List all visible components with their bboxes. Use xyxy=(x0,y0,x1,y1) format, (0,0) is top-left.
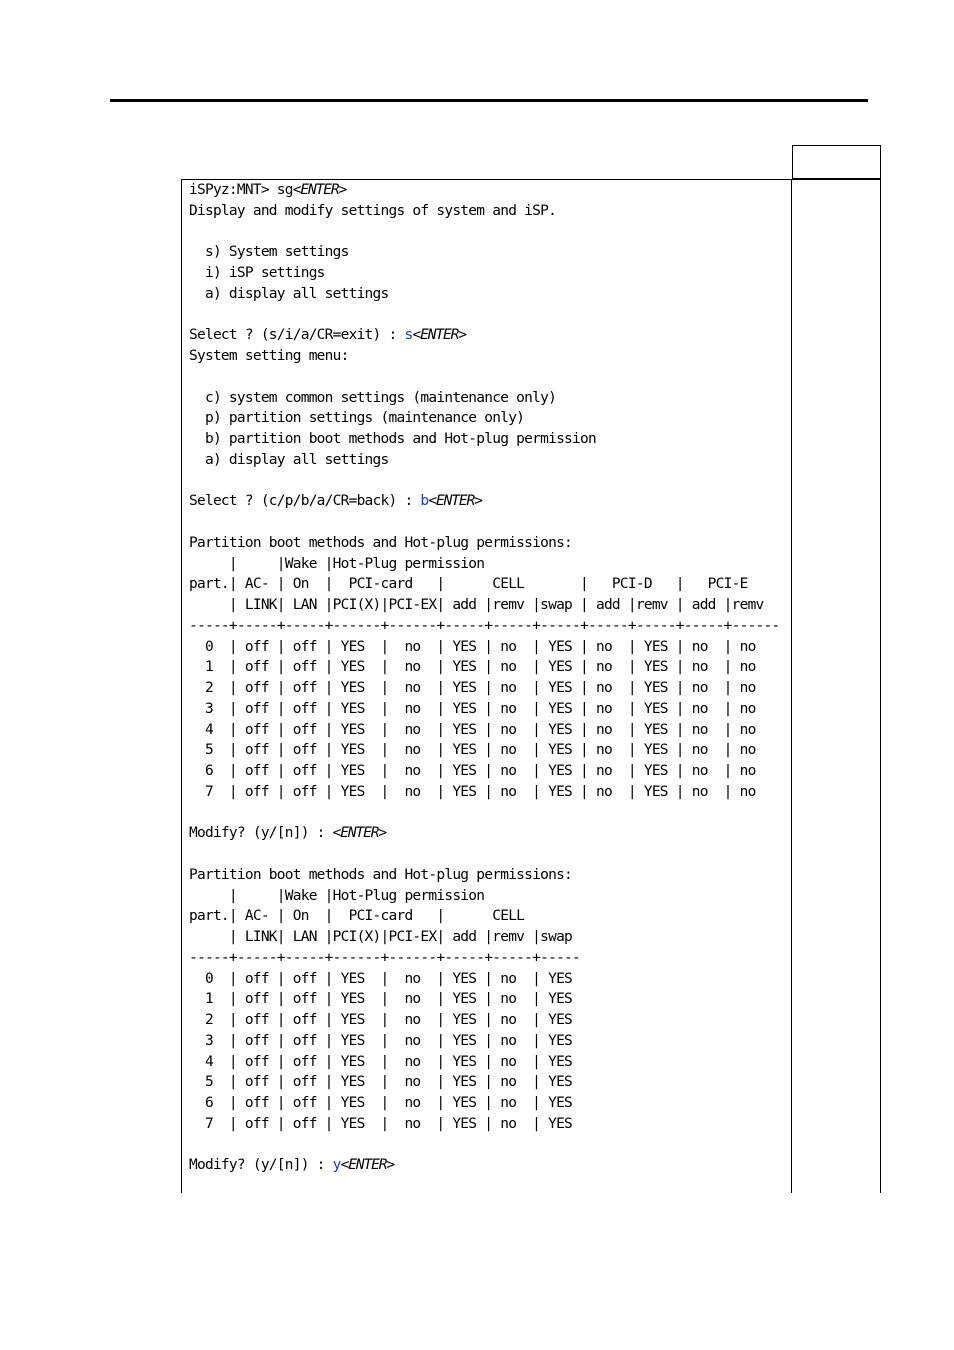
select-prompt: Select ? (s/i/a/CR=exit) : xyxy=(189,327,405,344)
table1-header-row: | LINK| LAN |PCI(X)|PCI-EX| add |remv |swap | add |remv | add |remv xyxy=(189,597,764,613)
side-column-header xyxy=(792,145,881,179)
table-row: 4 | off | off | YES | no | YES | no | YES | no | YES | no | no xyxy=(189,721,756,738)
table-row: 2 | off | off | YES | no | YES | no | YES | no | YES | no | no xyxy=(189,680,756,696)
table-row: 2 | off | off | YES | no | YES | no | YES xyxy=(189,1012,573,1028)
enter-key: <ENTER> xyxy=(412,327,466,344)
menu-item-partition: p) partition settings (maintenance only) xyxy=(189,410,525,427)
menu-item-isp: i) iSP settings xyxy=(189,265,325,281)
table2-header-row: | |Wake |Hot-Plug permission xyxy=(189,887,485,904)
table-row: 3 | off | off | YES | no | YES | no | YES | no | YES | no | no xyxy=(189,700,756,717)
command-prompt: iSPyz:MNT> sg xyxy=(189,182,293,198)
side-column xyxy=(792,179,881,1193)
enter-key: <ENTER> xyxy=(428,493,482,510)
modify-prompt: Modify? (y/[n]) : xyxy=(189,825,333,842)
enter-key: <ENTER> xyxy=(340,1157,395,1174)
command-line xyxy=(189,180,780,201)
table-row: 4 | off | off | YES | no | YES | no | YES xyxy=(189,1053,573,1070)
user-input: b xyxy=(420,493,429,510)
table1-title: Partition boot methods and Hot-plug permissions: xyxy=(189,534,573,551)
top-rule xyxy=(110,99,868,102)
menu-item-boot-hotplug: b) partition boot methods and Hot-plug permission xyxy=(189,431,596,447)
table-row: 0 | off | off | YES | no | YES | no | YES | no | YES | no | no xyxy=(189,638,756,655)
table2-header-row: | LINK| LAN |PCI(X)|PCI-EX| add |remv |swap xyxy=(189,929,573,945)
modify-prompt: Modify? (y/[n]) : xyxy=(189,1157,333,1174)
menu-item-system: s) System settings xyxy=(189,244,349,261)
table1-header-row: part.| AC- | On | PCI-card | CELL | PCI-D | PCI-E xyxy=(189,576,748,593)
table-row: 6 | off | off | YES | no | YES | no | YES xyxy=(189,1095,573,1111)
menu-item-display-all: a) display all settings xyxy=(189,451,389,468)
enter-key: <ENTER> xyxy=(332,825,387,842)
intro-text: Display and modify settings of system and iSP. xyxy=(189,202,557,219)
table-row: 3 | off | off | YES | no | YES | no | YES xyxy=(189,1032,573,1049)
table2-title: Partition boot methods and Hot-plug permissions: xyxy=(189,866,573,883)
table-row: 1 | off | off | YES | no | YES | no | YES xyxy=(189,991,573,1008)
table1-separator: -----+-----+-----+------+------+-----+-----+-----+-----+-----+-----+------ xyxy=(189,617,780,634)
select-line-1 xyxy=(189,325,780,346)
table-row: 6 | off | off | YES | no | YES | no | YES | no | YES | no | no xyxy=(189,763,756,779)
table-row: 5 | off | off | YES | no | YES | no | YES | no | YES | no | no xyxy=(189,742,756,759)
system-menu-title: System setting menu: xyxy=(189,348,349,364)
table1-header-row: | |Wake |Hot-Plug permission xyxy=(189,555,485,572)
table-row: 5 | off | off | YES | no | YES | no | YES xyxy=(189,1074,573,1091)
table-row: 7 | off | off | YES | no | YES | no | YES xyxy=(189,1115,573,1132)
menu-item-display-all: a) display all settings xyxy=(189,285,389,302)
select-prompt: Select ? (c/p/b/a/CR=back) : xyxy=(189,493,421,510)
user-input: y xyxy=(332,1157,341,1174)
select-line-2 xyxy=(189,491,780,512)
console-output xyxy=(189,180,780,1176)
modify-line-1 xyxy=(189,823,780,844)
table-row: 0 | off | off | YES | no | YES | no | YES xyxy=(189,970,573,987)
enter-key: <ENTER> xyxy=(292,182,347,198)
modify-line-2 xyxy=(189,1155,780,1176)
menu-item-common: c) system common settings (maintenance only) xyxy=(189,389,557,406)
table-row: 7 | off | off | YES | no | YES | no | YES | no | YES | no | no xyxy=(189,783,756,800)
table2-separator: -----+-----+-----+------+------+-----+-----+----- xyxy=(189,949,581,966)
table2-header-row: part.| AC- | On | PCI-card | CELL xyxy=(189,908,525,925)
user-input: s xyxy=(404,327,413,344)
table-row: 1 | off | off | YES | no | YES | no | YES | no | YES | no | no xyxy=(189,659,756,676)
